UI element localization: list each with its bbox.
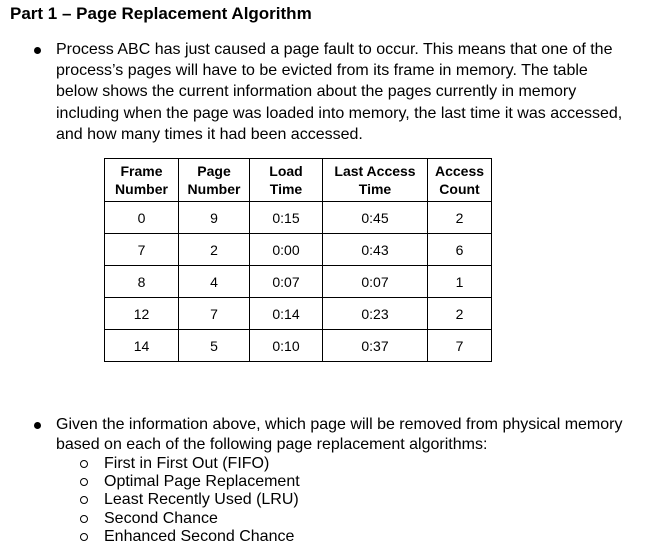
intro-paragraph bbox=[56, 39, 646, 145]
page-title: Part 1 – Page Replacement Algorithm bbox=[10, 4, 312, 23]
circle-bullet-icon bbox=[80, 478, 88, 486]
cell-last-access: 0:07 bbox=[323, 266, 428, 298]
table-row bbox=[105, 266, 492, 298]
paragraph-line: process’s pages will have to be evicted from its frame in memory. The table bbox=[56, 62, 588, 80]
bullet-icon bbox=[34, 422, 41, 429]
cell-last-access: 0:43 bbox=[323, 234, 428, 266]
table-header-row bbox=[105, 159, 492, 202]
cell-page: 2 bbox=[179, 234, 250, 266]
cell-load-time: 0:07 bbox=[250, 266, 323, 298]
cell-frame: 14 bbox=[105, 330, 179, 362]
cell-page: 9 bbox=[179, 202, 250, 234]
cell-frame: 12 bbox=[105, 298, 179, 330]
circle-bullet-icon bbox=[80, 460, 88, 468]
paragraph-line: including when the page was loaded into memory, the last time it was accessed, bbox=[56, 104, 623, 122]
circle-bullet-icon bbox=[80, 515, 88, 523]
cell-last-access: 0:37 bbox=[323, 330, 428, 362]
header-frame-number: Frame Number bbox=[105, 159, 179, 202]
algorithm-list bbox=[80, 455, 300, 546]
cell-last-access: 0:45 bbox=[323, 202, 428, 234]
table-row bbox=[105, 330, 492, 362]
cell-last-access: 0:23 bbox=[323, 298, 428, 330]
cell-page: 7 bbox=[179, 298, 250, 330]
list-item: Enhanced Second Chance bbox=[80, 528, 300, 546]
header-last-access-time: Last Access Time bbox=[323, 159, 428, 202]
cell-load-time: 0:00 bbox=[250, 234, 323, 266]
circle-bullet-icon bbox=[80, 533, 88, 541]
cell-load-time: 0:10 bbox=[250, 330, 323, 362]
cell-page: 5 bbox=[179, 330, 250, 362]
cell-load-time: 0:15 bbox=[250, 202, 323, 234]
cell-access-count: 7 bbox=[428, 330, 492, 362]
cell-access-count: 2 bbox=[428, 202, 492, 234]
question-paragraph bbox=[56, 415, 646, 455]
header-load-time: Load Time bbox=[250, 159, 323, 202]
cell-frame: 0 bbox=[105, 202, 179, 234]
cell-frame: 7 bbox=[105, 234, 179, 266]
paragraph-line: Process ABC has just caused a page fault to occur. This means that one of the bbox=[56, 41, 613, 58]
paragraph-line: and how many times it had been accessed. bbox=[56, 125, 363, 143]
header-access-count: Access Count bbox=[428, 159, 492, 202]
header-page-number: Page Number bbox=[179, 159, 250, 202]
bullet-icon bbox=[34, 47, 41, 54]
cell-page: 4 bbox=[179, 266, 250, 298]
list-item: Optimal Page Replacement bbox=[80, 473, 300, 491]
paragraph-line: based on each of the following page replacement algorithms: bbox=[56, 436, 488, 453]
cell-access-count: 1 bbox=[428, 266, 492, 298]
page-table bbox=[104, 158, 492, 362]
circle-bullet-icon bbox=[80, 496, 88, 504]
paragraph-line: Given the information above, which page will be removed from physical memory bbox=[56, 416, 623, 433]
cell-access-count: 2 bbox=[428, 298, 492, 330]
paragraph-line: below shows the current information about the pages currently in memory bbox=[56, 83, 577, 101]
cell-load-time: 0:14 bbox=[250, 298, 323, 330]
list-item: First in First Out (FIFO) bbox=[80, 455, 300, 473]
cell-access-count: 6 bbox=[428, 234, 492, 266]
table-row bbox=[105, 202, 492, 234]
cell-frame: 8 bbox=[105, 266, 179, 298]
list-item: Second Chance bbox=[80, 510, 300, 528]
table-row bbox=[105, 234, 492, 266]
list-item: Least Recently Used (LRU) bbox=[80, 491, 300, 509]
table-row bbox=[105, 298, 492, 330]
